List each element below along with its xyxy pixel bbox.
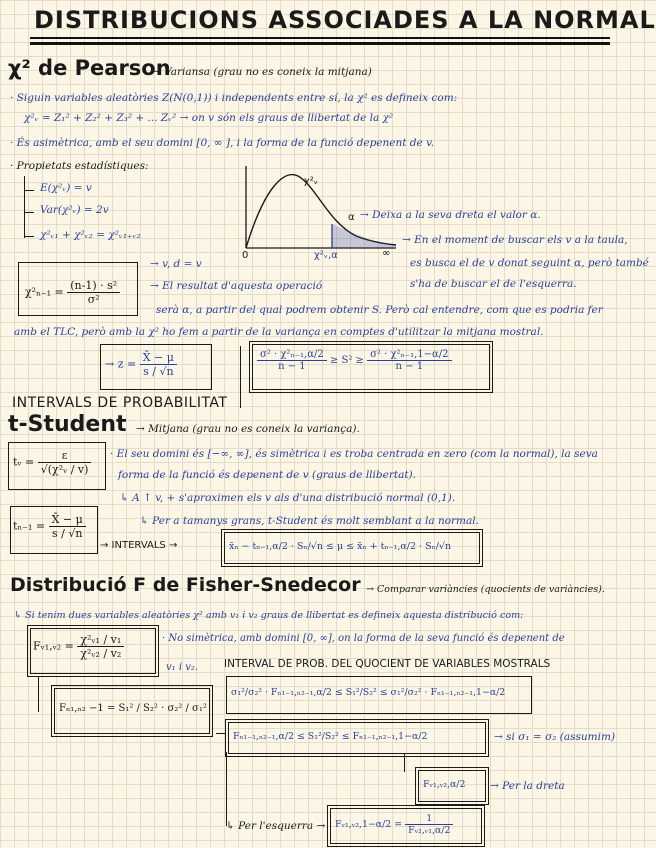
chi-formula-den: σ² <box>87 293 100 306</box>
chi-formula-lhs: χ²ₙ₋₁ = <box>25 285 64 299</box>
fisher-interval-box-1 <box>226 676 532 714</box>
title-underline-1 <box>30 37 610 39</box>
chi-formula-num: (n-1) · s² <box>67 279 120 293</box>
fisher-box4-num: 1 <box>405 813 453 825</box>
chi-note-right-4: s'ha de buscar el de l'esquerra. <box>410 278 577 290</box>
fisher-box1-text: σ₁²/σ₂² · Fₙ₁₋₁,ₙ₂₋₁,α/2 ≤ S₁²/S₂² ≤ σ₁²/σ₂² · Fₙ₁₋₁,ₙ₂₋₁,1−α/2 <box>231 687 506 698</box>
fisher-fn-rhs: S₁² / S₂² · σ₂² / σ₁² <box>118 703 207 714</box>
chi-intro: · Siguin variables aleatòries Z(N(0,1)) i independents entre sí, la χ² es defineix com: <box>10 92 458 104</box>
chi-interval-den-2: n − 1 <box>395 361 424 372</box>
student-intervals-label: → INTERVALS → <box>100 540 178 551</box>
fisher-box3-note: → Per la dreta <box>490 780 565 792</box>
intervals-prob-heading: INTERVALS DE PROBABILITAT <box>12 395 228 411</box>
chi-note-right-1: → Deixa a la seva dreta el valor α. <box>360 209 541 221</box>
chi-result-note: → El resultat d'aquesta operació <box>150 280 323 292</box>
student-t-formula-box <box>8 442 106 490</box>
props-branch-2 <box>24 212 34 213</box>
student-desc-4: ↳ Per a tamanys grans, t-Student és molt semblant a la normal. <box>140 515 479 527</box>
fisher-heading: Distribució F de Fisher-Snedecor <box>10 574 361 596</box>
student-t-lhs: tᵥ = <box>13 455 35 469</box>
fisher-left-line <box>226 752 227 826</box>
fisher-down-line <box>404 754 405 772</box>
chi-sample-formula-box <box>18 262 138 316</box>
fisher-f-den: χ²ᵥ₂ / v₂ <box>80 647 122 660</box>
chi-prop-sum: χ²ᵥ₁ + χ²ᵥ₂ = χ²ᵥ₁₊ᵥ₂ <box>40 229 141 241</box>
fisher-interval-box-3 <box>418 770 486 802</box>
fisher-connector <box>216 733 226 734</box>
chi-arrow-note: → Variansa (grau no es coneix la mitjana) <box>152 66 372 78</box>
chi-note-right-3: es busca el de v donat seguint α, però també <box>410 257 649 269</box>
fisher-box3-text: Fᵥ₁,ᵥ₂,α/2 <box>423 779 466 790</box>
z-formula-num: X̄ − μ <box>140 351 177 365</box>
graph-xalpha-label: χ²ᵥ,α <box>314 250 338 261</box>
fisher-left-note: ↳ Per l'esquerra → <box>226 820 326 832</box>
fisher-f-formula-box <box>30 628 156 674</box>
fisher-box2-text: Fₙ₁₋₁,ₙ₂₋₁,α/2 ≤ S₁²/S₂² ≤ Fₙ₁₋₁,ₙ₂₋₁,1−α/2 <box>233 731 428 742</box>
student-desc-1: · El seu domini és [−∞, ∞], és simètrica i es troba centrada en zero (com la normal), la seva <box>110 448 598 460</box>
student-tn-den: s / √n <box>51 527 83 540</box>
fisher-box2-note: → si σ₁ = σ₂ (assumim) <box>494 731 616 743</box>
chi-note-right-2: → En el moment de buscar els v a la taula, <box>402 234 628 246</box>
fisher-interval-box-4 <box>330 808 482 844</box>
fisher-f-lhs: Fᵥ₁,ᵥ₂ = <box>33 639 74 653</box>
graph-curve-label: χ²ᵥ <box>304 176 318 187</box>
chi-heading: χ² de Pearson <box>8 56 171 80</box>
chi-prop-var: Var(χ²ᵥ) = 2v <box>40 204 109 216</box>
chi-interval-box <box>252 344 490 390</box>
z-formula-den: s / √n <box>143 365 174 378</box>
graph-alpha-label: α <box>348 212 355 223</box>
student-interval-text: x̄ₙ − tₙ₋₁,α/2 · Sₙ/√n ≤ μ ≤ x̄ₙ + tₙ₋₁,α/2 · Sₙ/√n <box>229 541 452 552</box>
fisher-arrow-note: → Comparar variàncies (quocients de variàncies). <box>366 584 605 595</box>
fisher-intro: ↳ Si tenim dues variables aleatòries χ² amb v₁ i v₂ graus de llibertat es defineix aquesta distribució com: <box>14 610 524 621</box>
title-underline-2 <box>30 42 610 45</box>
fisher-box4-lhs: Fᵥ₁,ᵥ₂,1−α/2 = <box>335 819 403 830</box>
student-arrow-note: → Mitjana (grau no es coneix la variança). <box>136 423 360 435</box>
fisher-fn-lhs: Fₙ₁,ₙ₂ −1 = <box>59 703 116 714</box>
fisher-box4-den: Fᵥ₂,ᵥ₁,α/2 <box>408 825 451 836</box>
chi-asym: · És asimètrica, amb el seu domini [0, ∞ ], i la forma de la funció depenent de v. <box>10 137 435 149</box>
fisher-desc-2: v₁ i v₂. <box>166 662 199 673</box>
chi-v-eq: → v, d = v <box>150 258 202 270</box>
student-tn-num: X̄ − μ <box>49 513 86 527</box>
student-t-num: ε <box>38 449 92 463</box>
props-tree-line <box>24 176 25 238</box>
fisher-desc-1: · No simètrica, amb domini [0, ∞], on la forma de la seva funció és depenent de <box>162 633 565 644</box>
fisher-fn-formula-box <box>54 688 210 734</box>
chi-interval-den-1: n − 1 <box>278 361 306 372</box>
student-tn-lhs: tₙ₋₁ = <box>13 519 46 533</box>
chi-interval-num-1: σ² · χ²ₙ₋₁,α/2 <box>257 349 327 361</box>
z-formula-lhs: → z = <box>105 357 137 371</box>
fisher-interval-box-2 <box>228 722 486 754</box>
page-title: DISTRIBUCIONS ASSOCIADES A LA NORMAL <box>34 6 656 34</box>
z-formula-box <box>100 344 212 390</box>
fisher-f-num: χ²ᵥ₁ / v₁ <box>77 633 124 647</box>
fisher-interval-heading: INTERVAL DE PROB. DEL QUOCIENT DE VARIABLES MOSTRALS <box>224 658 551 670</box>
student-tn-formula-box <box>10 506 98 554</box>
chi-prop-mean: E(χ²ᵥ) = v <box>40 182 92 194</box>
chi-cont-2: amb el TLC, però amb la χ² ho fem a partir de la variança en comptes d'utilitzar la mitjana mostral. <box>14 326 544 338</box>
student-desc-3: ↳ A ↑ v, + s'aproximen els v als d'una distribució normal (0,1). <box>120 492 456 504</box>
graph-zero-label: 0 <box>242 250 249 261</box>
chi-cont-1: serà α, a partir del qual podrem obtenir S. Però cal entendre, com que es podria fer <box>156 304 603 316</box>
student-t-den: √(χ²ᵥ / v) <box>40 463 89 476</box>
props-branch-1 <box>24 190 34 191</box>
fisher-tree-line <box>38 676 39 712</box>
student-heading: t-Student <box>8 412 127 437</box>
props-branch-3 <box>24 236 34 237</box>
graph-inf-label: ∞ <box>382 248 391 259</box>
chi-interval-num-2: σ² · χ²ₙ₋₁,1−α/2 <box>367 349 451 361</box>
interval-bracket-line <box>240 346 241 408</box>
chi-props-label: · Propietats estadístiques: <box>10 160 149 172</box>
chi-def: χ²ᵥ = Z₁² + Z₂² + Z₃² + ... Zᵥ² → on v són els graus de llibertat de la χ² <box>24 112 394 124</box>
chi-interval-mid: ≥ S² ≥ <box>329 355 364 366</box>
student-desc-2: forma de la funció és depenent de v (graus de llibertat). <box>118 469 416 481</box>
student-interval-box <box>224 532 480 564</box>
